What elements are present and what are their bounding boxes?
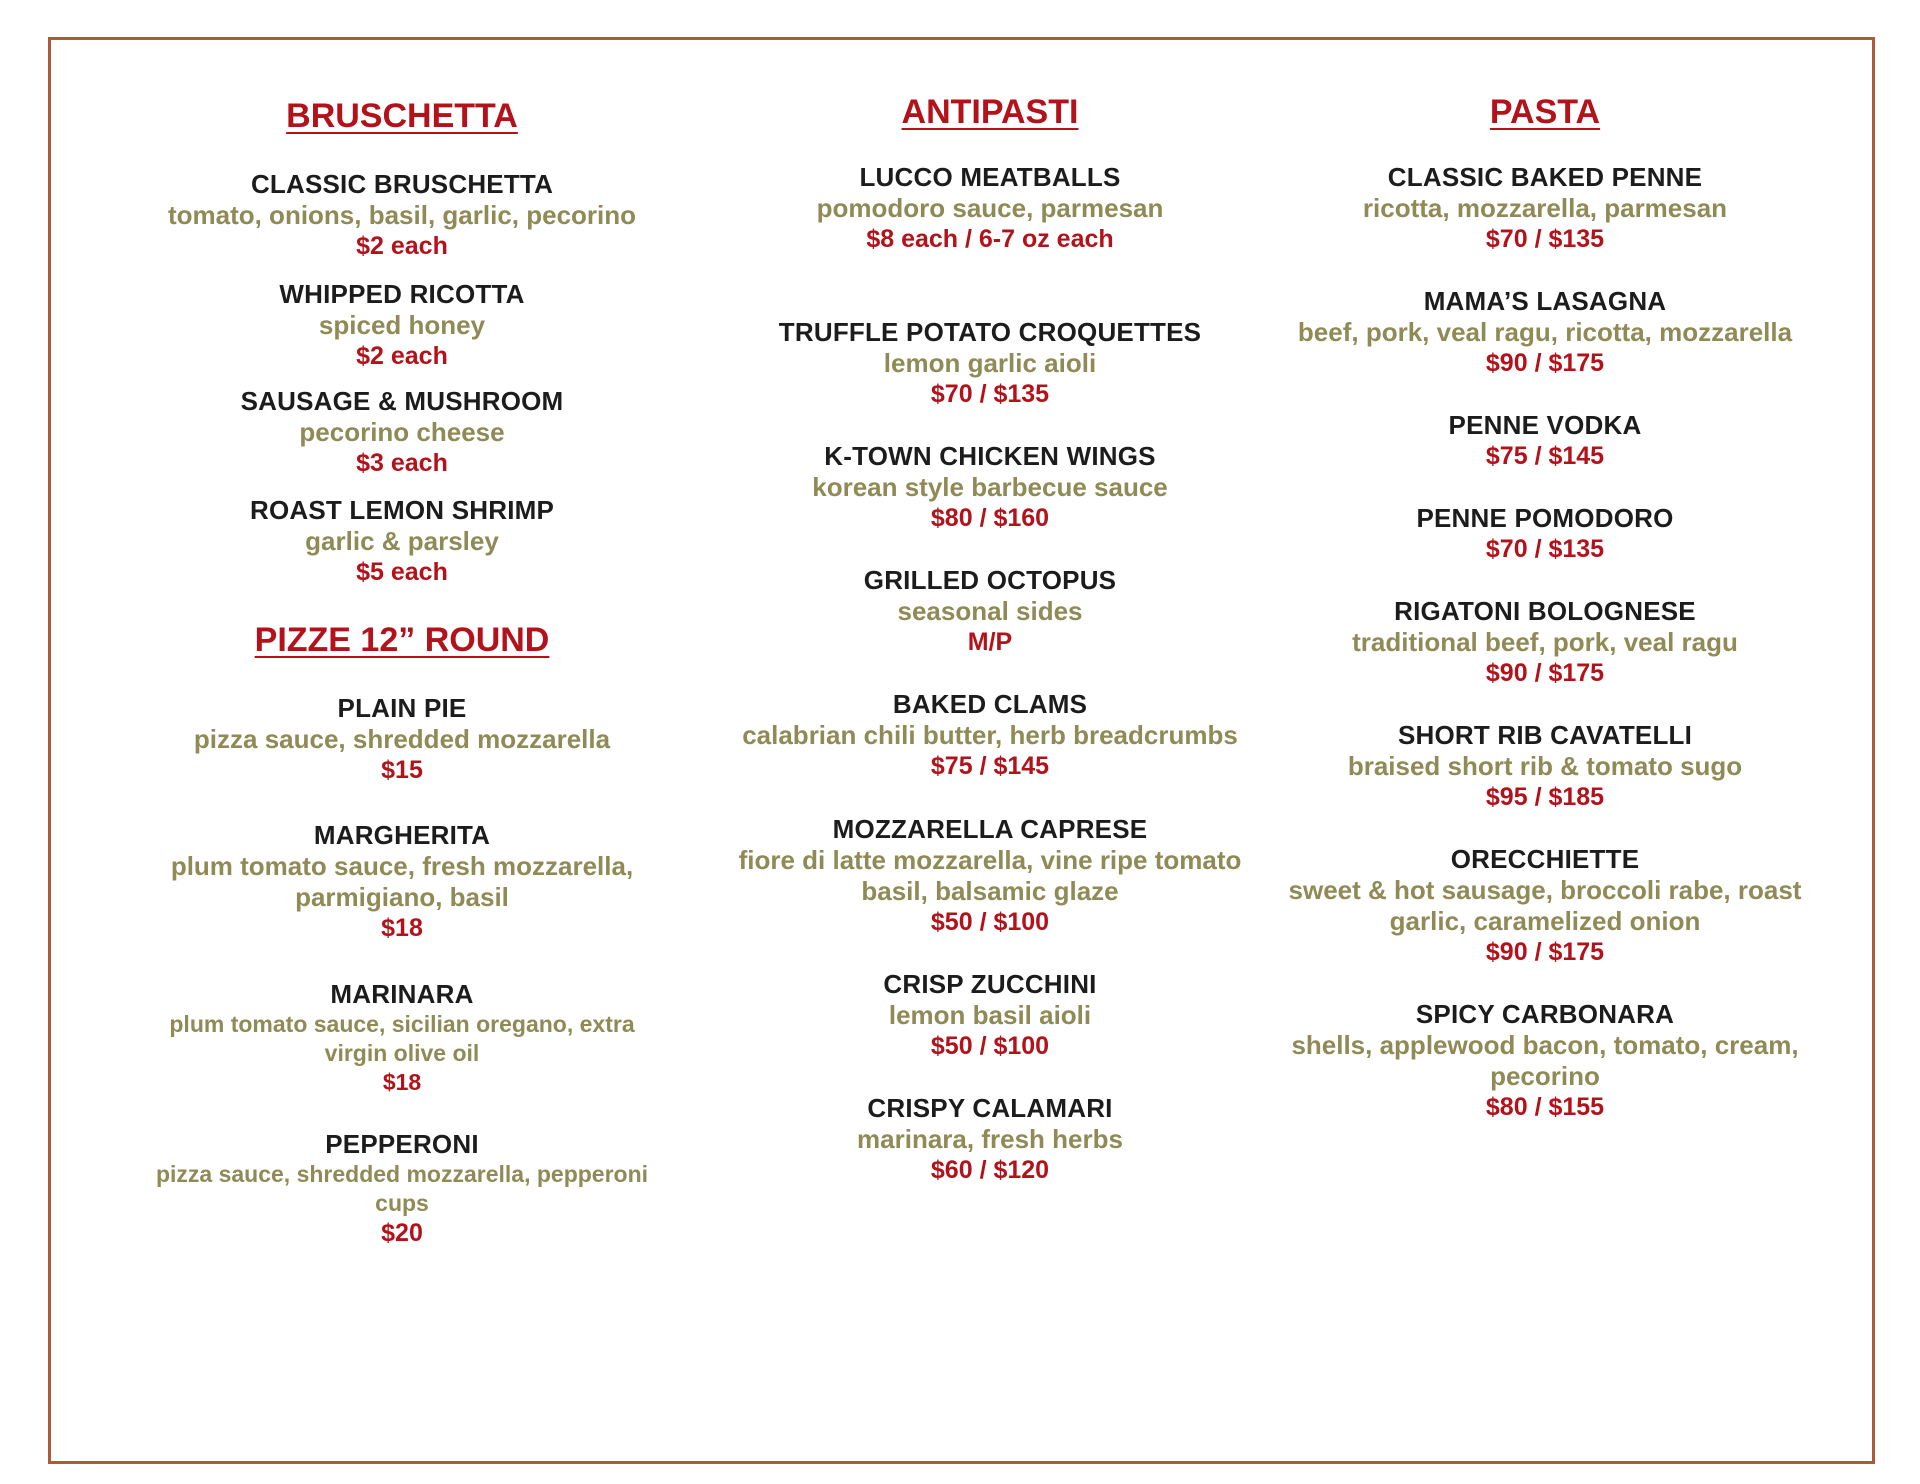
menu-item [720,968,1260,1062]
item-description: lemon garlic aioli [883,348,1097,378]
item-name: WHIPPED RICOTTA [279,279,525,309]
item-price: $70 / $135 [930,380,1050,408]
item-price: $50 / $100 [930,1032,1050,1060]
item-name: MAMA’S LASAGNA [1423,286,1667,316]
item-name: TRUFFLE POTATO CROQUETTES [778,317,1202,347]
item-description: pizza sauce, shredded mozzarella, pepperoni [155,1161,649,1187]
item-price: $50 / $100 [930,908,1050,936]
menu-item [1275,502,1815,565]
menu-item [720,161,1260,255]
item-description: traditional beef, pork, veal ragu [1352,627,1738,657]
item-name: GRILLED OCTOPUS [863,565,1117,595]
item-price: $80 / $160 [930,504,1050,532]
item-name: PENNE POMODORO [1416,503,1674,533]
item-description: cups [375,1190,429,1216]
section-title-pasta: PASTA [1489,93,1601,131]
menu-item [132,385,672,479]
item-description: shells, applewood bacon, tomato, cream, [1291,1030,1799,1060]
item-price: $90 / $175 [1485,349,1605,377]
item-description: spiced honey [318,310,486,340]
item-price: $18 [381,914,423,942]
menu-item [720,316,1260,410]
item-price: $15 [381,756,423,784]
item-description: braised short rib & tomato sugo [1347,751,1743,781]
item-description: pomodoro sauce, parmesan [816,193,1164,223]
item-description: virgin olive oil [324,1040,480,1066]
menu-item [720,688,1260,782]
item-description: beef, pork, veal ragu, ricotta, mozzarella [1297,317,1793,347]
item-name: MARINARA [330,979,474,1009]
item-name: SPICY CARBONARA [1415,999,1675,1029]
item-description: fiore di latte mozzarella, vine ripe tomato [738,845,1242,875]
section-title-bruschetta: BRUSCHETTA [286,97,518,135]
menu-item [132,1128,672,1249]
item-description: pecorino [1490,1061,1600,1091]
menu-item [1275,998,1815,1123]
item-description: plum tomato sauce, sicilian oregano, extra [169,1011,635,1037]
item-name: CRISPY CALAMARI [867,1093,1113,1123]
menu-item [720,813,1260,938]
item-price: $8 each / 6-7 oz each [866,225,1114,253]
item-name: CLASSIC BRUSCHETTA [250,169,554,199]
item-description: korean style barbecue sauce [812,472,1168,502]
menu-item [132,819,672,944]
item-name: ORECCHIETTE [1450,844,1640,874]
item-name: MARGHERITA [313,820,491,850]
item-description: plum tomato sauce, fresh mozzarella, [170,851,634,881]
menu-item [1275,161,1815,255]
menu-item [132,494,672,588]
item-name: SHORT RIB CAVATELLI [1397,720,1693,750]
item-description: tomato, onions, basil, garlic, pecorino [167,200,637,230]
menu-item [720,1092,1260,1186]
menu-item [132,978,672,1097]
item-description: basil, balsamic glaze [861,876,1119,906]
item-price: $18 [382,1069,422,1095]
item-price: $3 each [356,449,448,477]
item-description: pecorino cheese [299,417,505,447]
menu-item [1275,285,1815,379]
menu-item [1275,843,1815,968]
section-title-antipasti: ANTIPASTI [901,93,1079,131]
menu-item [132,278,672,372]
item-price: $90 / $175 [1485,938,1605,966]
item-name: CLASSIC BAKED PENNE [1387,162,1703,192]
menu-item [1275,595,1815,689]
item-name: PEPPERONI [325,1129,479,1159]
item-description: pizza sauce, shredded mozzarella [193,724,611,754]
item-price: M/P [967,628,1013,656]
item-price: $20 [381,1219,423,1247]
item-name: SAUSAGE & MUSHROOM [240,386,564,416]
menu-item [720,564,1260,658]
item-description: garlic, caramelized onion [1389,906,1701,936]
item-price: $80 / $155 [1485,1093,1605,1121]
section-title-pizze: PIZZE 12” ROUND [254,621,550,659]
menu-item [132,168,672,262]
menu-item [720,440,1260,534]
item-name: RIGATONI BOLOGNESE [1394,596,1696,626]
item-price: $5 each [356,558,448,586]
item-price: $75 / $145 [930,752,1050,780]
item-description: parmigiano, basil [295,882,509,912]
item-description: calabrian chili butter, herb breadcrumbs [742,720,1238,750]
item-description: garlic & parsley [305,526,499,556]
item-name: ROAST LEMON SHRIMP [249,495,555,525]
item-description: seasonal sides [897,596,1083,626]
menu-item [1275,409,1815,472]
menu-item [1275,719,1815,813]
item-description: lemon basil aioli [888,1000,1092,1030]
item-price: $70 / $135 [1485,225,1605,253]
item-description: ricotta, mozzarella, parmesan [1362,193,1728,223]
item-name: K-TOWN CHICKEN WINGS [824,441,1156,471]
item-name: MOZZARELLA CAPRESE [832,814,1148,844]
item-name: LUCCO MEATBALLS [859,162,1121,192]
item-price: $90 / $175 [1485,659,1605,687]
item-name: PLAIN PIE [337,693,467,723]
item-name: CRISP ZUCCHINI [883,969,1097,999]
item-description: marinara, fresh herbs [857,1124,1123,1154]
item-price: $75 / $145 [1485,442,1605,470]
item-price: $60 / $120 [930,1156,1050,1184]
item-price: $2 each [356,342,448,370]
item-name: BAKED CLAMS [892,689,1088,719]
item-price: $2 each [356,232,448,260]
menu-item [132,692,672,786]
item-price: $95 / $185 [1485,783,1605,811]
item-price: $70 / $135 [1485,535,1605,563]
item-description: sweet & hot sausage, broccoli rabe, roast [1288,875,1802,905]
item-name: PENNE VODKA [1448,410,1642,440]
